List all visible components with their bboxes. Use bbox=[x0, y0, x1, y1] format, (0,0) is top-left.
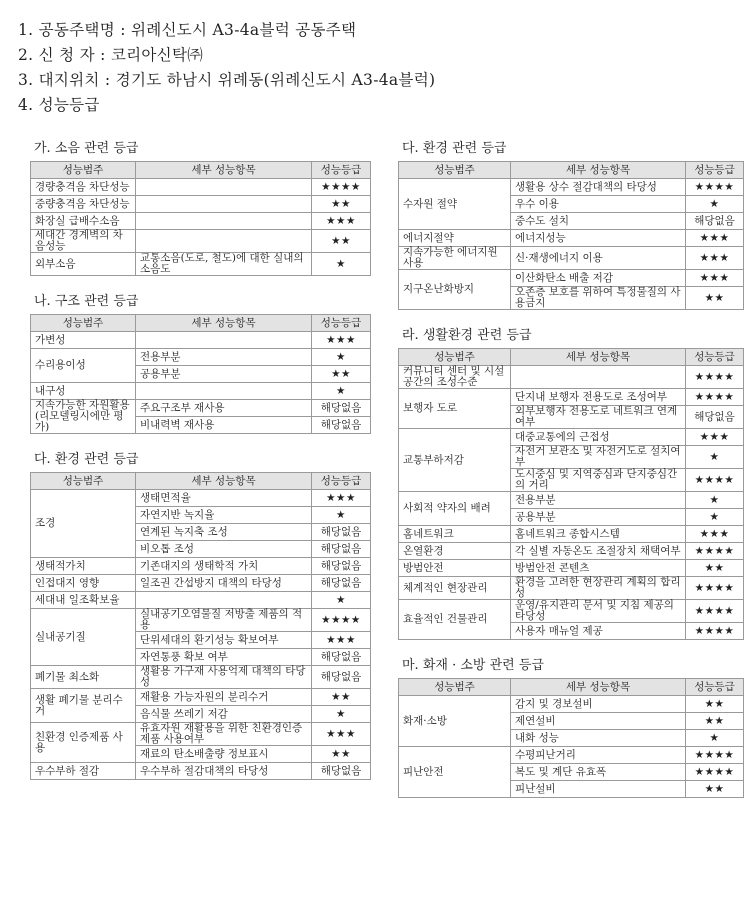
grade-stars: ★★★ bbox=[686, 247, 744, 270]
section-fire-safety bbox=[398, 654, 744, 798]
header-category: 성능범주 bbox=[399, 679, 511, 696]
category-cell: 화재·소방 bbox=[399, 696, 511, 747]
header-grade: 성능등급 bbox=[686, 349, 744, 366]
item-cell: 복도 및 계단 유효폭 bbox=[511, 764, 686, 781]
grade-stars: ★ bbox=[686, 446, 744, 469]
grade-stars: ★★★★ bbox=[686, 600, 744, 623]
category-cell: 지속가능한 에너지원사용 bbox=[399, 247, 511, 270]
item-cell: 자연통풍 확보 여부 bbox=[136, 649, 312, 666]
header-category: 성능범주 bbox=[399, 162, 511, 179]
item-cell: 수평피난거리 bbox=[511, 747, 686, 764]
section-title: 다. 환경 관련 등급 bbox=[402, 141, 507, 156]
table-row bbox=[31, 253, 371, 276]
header-line-3: 3. 대지위치 : 경기도 하남시 위례동(위례신도시 A3-4a블럭) bbox=[18, 71, 436, 89]
category-cell: 수자원 절약 bbox=[399, 179, 511, 230]
category-cell: 효율적인 건물관리 bbox=[399, 600, 511, 640]
header-line-1: 1. 공동주택명 : 위례신도시 A3-4a블럭 공동주택 bbox=[18, 21, 357, 39]
category-cell: 지구온난화방지 bbox=[399, 270, 511, 310]
category-cell: 실내공기질 bbox=[31, 609, 136, 666]
category-cell: 세대간 경계벽의 차음성능 bbox=[31, 230, 136, 253]
grade-stars: ★ bbox=[686, 196, 744, 213]
header-line-4: 4. 성능등급 bbox=[18, 96, 100, 114]
category-cell: 조경 bbox=[31, 490, 136, 558]
item-cell: 에너지성능 bbox=[511, 230, 686, 247]
category-cell: 수리용이성 bbox=[31, 349, 136, 383]
table-header-row bbox=[399, 162, 744, 179]
item-cell: 실내공기오염물질 저방출 제품의 적용 bbox=[136, 609, 312, 632]
grade-cell: 해당없음 bbox=[312, 558, 371, 575]
header-grade: 성능등급 bbox=[686, 162, 744, 179]
grade-stars: ★★ bbox=[686, 781, 744, 798]
item-cell: 재료의 탄소배출량 정보표시 bbox=[136, 746, 312, 763]
table-row bbox=[31, 666, 371, 689]
category-cell: 외부소음 bbox=[31, 253, 136, 276]
table-header-row bbox=[399, 679, 744, 696]
grade-table bbox=[398, 161, 744, 310]
table-row bbox=[399, 526, 744, 543]
item-cell: 자전거 보관소 및 자전거도로 설치여부 bbox=[511, 446, 686, 469]
item-cell: 이산화탄소 배출 저감 bbox=[511, 270, 686, 287]
section-environment-1 bbox=[30, 448, 371, 780]
grade-stars: ★ bbox=[312, 253, 371, 276]
table-row bbox=[31, 592, 371, 609]
grade-stars: ★★ bbox=[686, 713, 744, 730]
grade-stars: ★★★ bbox=[312, 490, 371, 507]
section-structure bbox=[30, 290, 371, 434]
category-cell: 폐기물 최소화 bbox=[31, 666, 136, 689]
table-header-row bbox=[31, 315, 371, 332]
item-cell: 방범안전 콘텐츠 bbox=[511, 560, 686, 577]
category-cell: 생태적가치 bbox=[31, 558, 136, 575]
item-cell: 중수도 설치 bbox=[511, 213, 686, 230]
table-row bbox=[31, 213, 371, 230]
table-row bbox=[399, 230, 744, 247]
category-cell: 온열환경 bbox=[399, 543, 511, 560]
item-cell: 전용부분 bbox=[511, 492, 686, 509]
category-cell: 지속가능한 자원활용 (리모델링시에만 평가) bbox=[31, 400, 136, 434]
grade-table bbox=[30, 161, 371, 276]
table-header-row bbox=[399, 349, 744, 366]
grade-stars: ★★★★ bbox=[686, 747, 744, 764]
item-cell: 피난설비 bbox=[511, 781, 686, 798]
section-noise bbox=[30, 137, 371, 276]
item-cell: 비내력벽 재사용 bbox=[136, 417, 312, 434]
item-cell bbox=[136, 230, 312, 253]
item-cell: 음식물 쓰레기 저감 bbox=[136, 706, 312, 723]
grade-stars: ★★ bbox=[312, 196, 371, 213]
table-row bbox=[31, 230, 371, 253]
item-cell: 재활용 가능자원의 분리수거 bbox=[136, 689, 312, 706]
item-cell: 연계된 녹지축 조성 bbox=[136, 524, 312, 541]
grade-stars: ★★ bbox=[312, 366, 371, 383]
grade-stars: ★★ bbox=[312, 746, 371, 763]
table-row bbox=[31, 763, 371, 780]
header-item: 세부 성능항목 bbox=[136, 473, 312, 490]
category-cell: 교통부하저감 bbox=[399, 429, 511, 492]
table-row bbox=[399, 270, 744, 287]
item-cell bbox=[136, 179, 312, 196]
item-cell: 생활용 가구재 사용억제 대책의 타당성 bbox=[136, 666, 312, 689]
grade-stars: ★★★★ bbox=[686, 577, 744, 600]
table-row bbox=[31, 179, 371, 196]
item-cell bbox=[136, 383, 312, 400]
item-cell bbox=[136, 332, 312, 349]
table-header-row bbox=[31, 162, 371, 179]
table-row bbox=[31, 689, 371, 706]
category-cell: 에너지절약 bbox=[399, 230, 511, 247]
item-cell: 단지내 보행자 전용도로 조성여부 bbox=[511, 389, 686, 406]
table-row bbox=[31, 490, 371, 507]
grade-stars: ★★★ bbox=[686, 230, 744, 247]
category-cell: 인접대지 영향 bbox=[31, 575, 136, 592]
grade-stars: ★★★ bbox=[312, 332, 371, 349]
table-row bbox=[31, 196, 371, 213]
category-cell: 방범안전 bbox=[399, 560, 511, 577]
grade-cell: 해당없음 bbox=[312, 763, 371, 780]
grade-stars: ★★ bbox=[686, 560, 744, 577]
section-title: 라. 생활환경 관련 등급 bbox=[402, 328, 532, 343]
header-category: 성능범주 bbox=[31, 473, 136, 490]
category-cell: 우수부하 절감 bbox=[31, 763, 136, 780]
grade-table bbox=[398, 678, 744, 798]
category-cell: 피난안전 bbox=[399, 747, 511, 798]
category-cell: 세대내 일조확보율 bbox=[31, 592, 136, 609]
grade-table bbox=[30, 314, 371, 434]
table-row bbox=[399, 600, 744, 623]
item-cell: 대중교통에의 근접성 bbox=[511, 429, 686, 446]
grade-stars: ★★ bbox=[312, 230, 371, 253]
grade-cell: 해당없음 bbox=[312, 524, 371, 541]
category-cell: 사회적 약자의 배려 bbox=[399, 492, 511, 526]
grade-cell: 해당없음 bbox=[312, 417, 371, 434]
table-row bbox=[399, 696, 744, 713]
category-cell: 경량충격음 차단성능 bbox=[31, 179, 136, 196]
table-row bbox=[31, 575, 371, 592]
item-cell: 우수 이용 bbox=[511, 196, 686, 213]
grade-stars: ★ bbox=[686, 492, 744, 509]
grade-stars: ★ bbox=[312, 507, 371, 524]
table-row bbox=[31, 400, 371, 417]
grade-stars: ★ bbox=[312, 706, 371, 723]
header-grade: 성능등급 bbox=[312, 162, 371, 179]
header-item: 세부 성능항목 bbox=[136, 162, 312, 179]
header-grade: 성능등급 bbox=[312, 473, 371, 490]
table-row bbox=[31, 558, 371, 575]
category-cell: 친환경 인증제품 사용 bbox=[31, 723, 136, 763]
section-title: 다. 환경 관련 등급 bbox=[34, 452, 139, 467]
item-cell: 유효자원 재활용을 위한 친환경인증제품 사용여부 bbox=[136, 723, 312, 746]
grade-stars: ★★★★ bbox=[686, 469, 744, 492]
table-row bbox=[31, 383, 371, 400]
item-cell bbox=[136, 196, 312, 213]
category-cell: 내구성 bbox=[31, 383, 136, 400]
item-cell: 외부보행자 전용도로 네트워크 연계여부 bbox=[511, 406, 686, 429]
table-row bbox=[399, 747, 744, 764]
item-cell: 일조권 간섭방지 대책의 타당성 bbox=[136, 575, 312, 592]
category-cell: 홈네트워크 bbox=[399, 526, 511, 543]
grade-table bbox=[30, 472, 371, 780]
grade-stars: ★★★ bbox=[686, 270, 744, 287]
item-cell: 자연지반 녹지율 bbox=[136, 507, 312, 524]
item-cell: 운영/유지관리 문서 및 지침 제공의 타당성 bbox=[511, 600, 686, 623]
table-row bbox=[399, 429, 744, 446]
item-cell: 생활용 상수 절감대책의 타당성 bbox=[511, 179, 686, 196]
grade-cell: 해당없음 bbox=[312, 649, 371, 666]
table-header-row bbox=[31, 473, 371, 490]
header-item: 세부 성능항목 bbox=[511, 162, 686, 179]
category-cell: 화장실 급배수소음 bbox=[31, 213, 136, 230]
grade-stars: ★★★★ bbox=[686, 366, 744, 389]
header-category: 성능범주 bbox=[399, 349, 511, 366]
item-cell: 우수부하 절감대책의 타당성 bbox=[136, 763, 312, 780]
category-cell: 커뮤니티 센터 및 시설 공간의 조성수준 bbox=[399, 366, 511, 389]
table-row bbox=[399, 179, 744, 196]
item-cell: 공용부분 bbox=[511, 509, 686, 526]
section-title: 마. 화재 · 소방 관련 등급 bbox=[402, 658, 544, 673]
item-cell: 교통소음(도로, 철도)에 대한 실내의 소음도 bbox=[136, 253, 312, 276]
grade-stars: ★★★★ bbox=[686, 623, 744, 640]
item-cell: 사용자 매뉴얼 제공 bbox=[511, 623, 686, 640]
header-item: 세부 성능항목 bbox=[511, 349, 686, 366]
item-cell bbox=[136, 592, 312, 609]
header-category: 성능범주 bbox=[31, 162, 136, 179]
header-item: 세부 성능항목 bbox=[136, 315, 312, 332]
grade-stars: ★★★★ bbox=[686, 389, 744, 406]
grade-stars: ★ bbox=[312, 383, 371, 400]
item-cell: 전용부분 bbox=[136, 349, 312, 366]
section-living-environment bbox=[398, 324, 744, 640]
item-cell bbox=[511, 366, 686, 389]
grade-cell: 해당없음 bbox=[312, 666, 371, 689]
header-grade: 성능등급 bbox=[312, 315, 371, 332]
table-row bbox=[399, 389, 744, 406]
table-row bbox=[399, 560, 744, 577]
grade-stars: ★★ bbox=[686, 696, 744, 713]
grade-stars: ★★★ bbox=[312, 723, 371, 746]
item-cell: 단위세대의 환기성능 확보여부 bbox=[136, 632, 312, 649]
section-environment-2 bbox=[398, 137, 744, 310]
left-column bbox=[30, 137, 371, 794]
right-column bbox=[398, 137, 744, 812]
category-cell: 보행자 도로 bbox=[399, 389, 511, 429]
grade-cell: 해당없음 bbox=[686, 213, 744, 230]
table-row bbox=[31, 349, 371, 366]
item-cell: 홈네트워크 종합시스템 bbox=[511, 526, 686, 543]
grade-stars: ★★★★ bbox=[686, 764, 744, 781]
table-row bbox=[31, 332, 371, 349]
grade-cell: 해당없음 bbox=[312, 541, 371, 558]
grade-stars: ★★★★ bbox=[686, 543, 744, 560]
item-cell: 오존층 보호를 위하여 특정물질의 사용금지 bbox=[511, 287, 686, 310]
item-cell bbox=[136, 213, 312, 230]
item-cell: 주요구조부 재사용 bbox=[136, 400, 312, 417]
item-cell: 생태면적율 bbox=[136, 490, 312, 507]
item-cell: 기존대지의 생태학적 가치 bbox=[136, 558, 312, 575]
header-item: 세부 성능항목 bbox=[511, 679, 686, 696]
item-cell: 각 실별 자동온도 조절장치 채택여부 bbox=[511, 543, 686, 560]
table-row bbox=[31, 723, 371, 746]
item-cell: 신·재생에너지 이용 bbox=[511, 247, 686, 270]
category-cell: 중량충격음 차단성능 bbox=[31, 196, 136, 213]
section-title: 가. 소음 관련 등급 bbox=[34, 141, 139, 156]
item-cell: 도시중심 및 지역중심과 단지중심간의 거리 bbox=[511, 469, 686, 492]
grade-stars: ★★★ bbox=[686, 526, 744, 543]
item-cell: 내화 성능 bbox=[511, 730, 686, 747]
header-category: 성능범주 bbox=[31, 315, 136, 332]
grade-stars: ★★★★ bbox=[312, 609, 371, 632]
grade-stars: ★★★★ bbox=[686, 179, 744, 196]
grade-stars: ★ bbox=[312, 349, 371, 366]
grade-stars: ★★★★ bbox=[312, 179, 371, 196]
category-cell: 체계적인 현장관리 bbox=[399, 577, 511, 600]
table-row bbox=[31, 609, 371, 632]
table-row bbox=[399, 543, 744, 560]
item-cell: 비오톱 조성 bbox=[136, 541, 312, 558]
header-line-2: 2. 신 청 자 : 코리아신탁㈜ bbox=[18, 46, 204, 64]
item-cell: 제연설비 bbox=[511, 713, 686, 730]
section-title: 나. 구조 관련 등급 bbox=[34, 294, 139, 309]
header-grade: 성능등급 bbox=[686, 679, 744, 696]
grade-table bbox=[398, 348, 744, 640]
grade-stars: ★ bbox=[312, 592, 371, 609]
table-row bbox=[399, 492, 744, 509]
item-cell: 공용부분 bbox=[136, 366, 312, 383]
category-cell: 가변성 bbox=[31, 332, 136, 349]
grade-stars: ★ bbox=[686, 730, 744, 747]
grade-stars: ★★★ bbox=[312, 213, 371, 230]
table-row bbox=[399, 366, 744, 389]
grade-stars: ★★★ bbox=[312, 632, 371, 649]
grade-stars: ★★ bbox=[686, 287, 744, 310]
item-cell: 환경을 고려한 현장관리 계획의 합리성 bbox=[511, 577, 686, 600]
grade-cell: 해당없음 bbox=[312, 575, 371, 592]
grade-stars: ★★★ bbox=[686, 429, 744, 446]
table-row bbox=[399, 577, 744, 600]
category-cell: 생활 폐기물 분리수거 bbox=[31, 689, 136, 723]
item-cell: 감지 및 경보설비 bbox=[511, 696, 686, 713]
grade-cell: 해당없음 bbox=[686, 406, 744, 429]
table-row bbox=[399, 247, 744, 270]
grade-cell: 해당없음 bbox=[312, 400, 371, 417]
grade-stars: ★★ bbox=[312, 689, 371, 706]
grade-stars: ★ bbox=[686, 509, 744, 526]
